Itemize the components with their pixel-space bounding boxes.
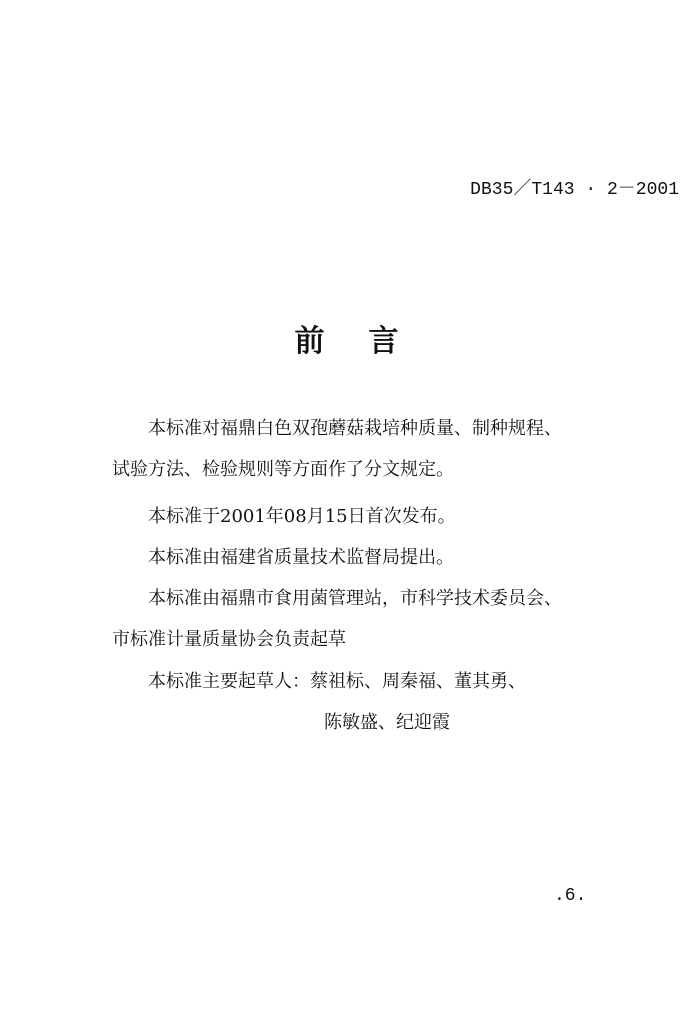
paragraph-line: 本标准对福鼎白色双孢蘑菇栽培种质量、制种规程、	[148, 418, 562, 439]
paragraph-line: 陈敏盛、纪迎霞	[324, 712, 450, 733]
paragraph-proposer	[112, 537, 672, 578]
paragraph-line: 市标准计量质量协会负责起草	[112, 629, 346, 650]
standard-code: DB35／T143 · 2－2001	[470, 180, 679, 200]
page-number: .6.	[554, 886, 587, 906]
paragraph-drafting-units	[112, 578, 672, 660]
paragraph-drafters	[112, 661, 672, 743]
paragraph-line: 试验方法、检验规则等方面作了分文规定。	[112, 459, 454, 480]
paragraph-line: 本标准主要起草人：蔡祖标、周秦福、董其勇、	[148, 671, 526, 692]
paragraph-line: 本标准由福鼎市食用菌管理站，市科学技术委员会、	[148, 588, 562, 609]
paragraph-line: 本标准于2001年08月15日首次发布。	[148, 506, 456, 527]
paragraph-scope	[112, 408, 672, 490]
paragraph-release-date	[112, 496, 672, 537]
paragraph-line: 本标准由福建省质量技术监督局提出。	[148, 547, 454, 568]
page-title: 前言	[294, 324, 443, 359]
